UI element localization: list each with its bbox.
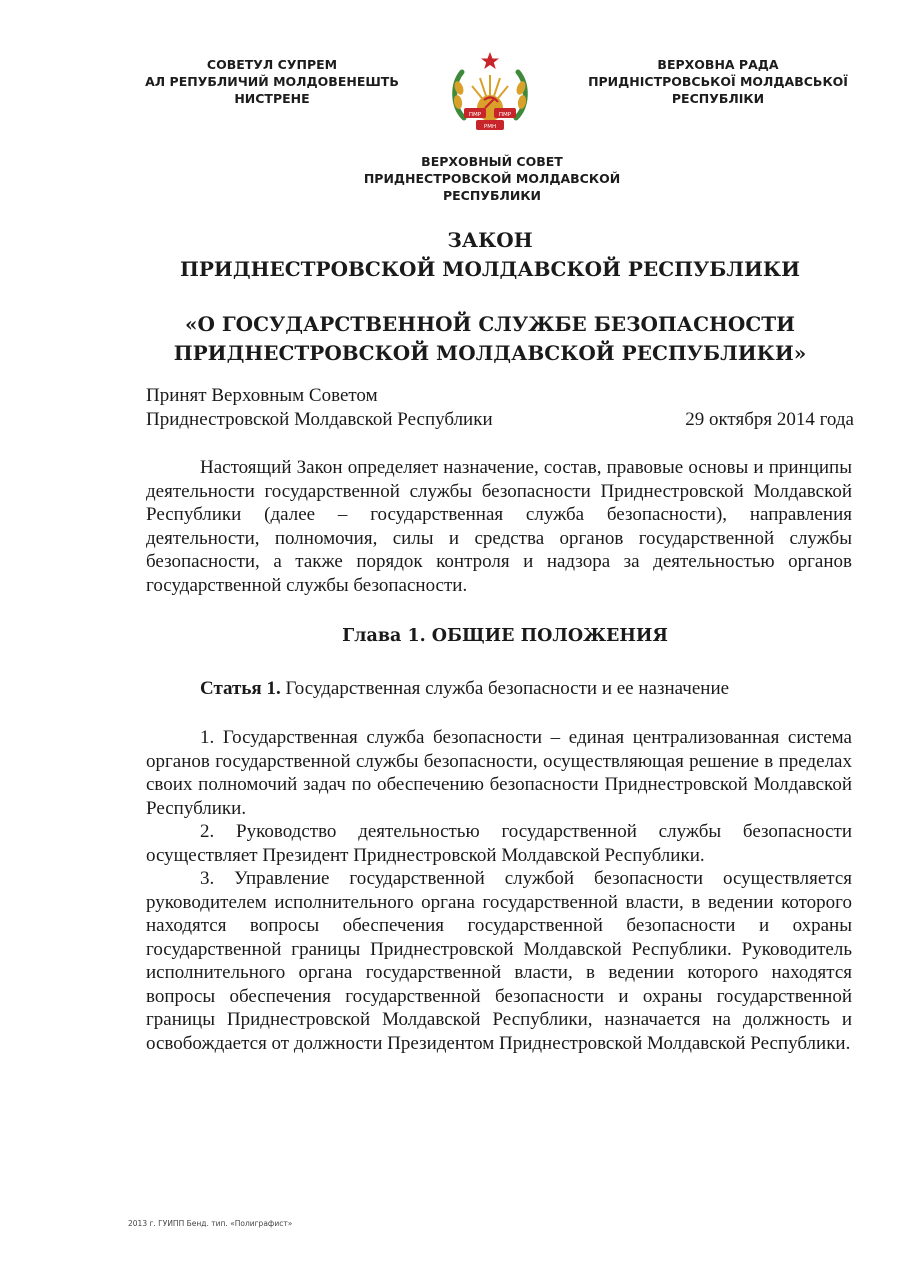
article-heading xyxy=(200,677,729,701)
law-subtitle xyxy=(80,310,900,368)
header-russian-line: ПРИДНЕСТРОВСКОЙ МОЛДАВСКОЙ xyxy=(363,171,621,186)
article-paragraph: 2. Руководство деятельностью государственной службы безопасности осуществляет Президент Приднестровской Молдавской Республики. xyxy=(146,821,852,866)
header-ukrainian-line: ПРИДНІСТРОВСЬКОЇ МОЛДАВСЬКОЇ xyxy=(588,74,848,89)
article-paragraph: 1. Государственная служба безопасности – единая централизованная система органов государственной службы безопасности, осуществляющая решение в пределах своих полномочий задач по обеспечению безопасности Приднестровской Молдавской Республики. xyxy=(146,727,852,819)
header-moldovan xyxy=(132,56,412,107)
header-ukrainian-line: ВЕРХОВНА РАДА xyxy=(657,57,779,72)
header-russian xyxy=(332,153,652,204)
adoption-note xyxy=(146,384,854,431)
state-emblem-icon xyxy=(444,48,536,140)
printer-imprint: 2013 г. ГУИПП Бенд. тип. «Полиграфист» xyxy=(128,1219,293,1228)
law-subtitle-line: «О ГОСУДАРСТВЕННОЙ СЛУЖБЕ БЕЗОПАСНОСТИ xyxy=(184,312,796,336)
header-ukrainian-line: РЕСПУБЛІКИ xyxy=(671,91,765,106)
emblem-ribbon-left-text: ПМР xyxy=(468,112,482,118)
preamble-text: Настоящий Закон определяет назначение, состав, правовые основы и принципы деятельности государственной службы безопасности Приднестровской Молдавской Республики (далее – государственная служба безопасности), направления деятельности, полномочия, силы и средства органов государственной службы безопасности, а также порядок контроля и надзора за деятельностью органов государственной службы безопасности. xyxy=(146,457,852,596)
adoption-date: 29 октября 2014 года xyxy=(685,408,854,430)
header-ukrainian xyxy=(584,56,852,107)
chapter-heading: Глава 1. ОБЩИЕ ПОЛОЖЕНИЯ xyxy=(342,626,668,646)
adoption-line: Принят Верховным Советом xyxy=(146,385,378,406)
article-number: Статья 1. xyxy=(200,678,281,699)
header-moldovan-line: НИСТРЕНЕ xyxy=(234,91,310,106)
law-title-line: ЗАКОН xyxy=(447,228,533,252)
header-moldovan-line: СОВЕТУЛ СУПРЕМ xyxy=(206,57,338,72)
article-title: Государственная служба безопасности и ее назначение xyxy=(280,678,730,699)
law-subtitle-line: ПРИДНЕСТРОВСКОЙ МОЛДАВСКОЙ РЕСПУБЛИКИ» xyxy=(173,341,807,365)
law-title-line: ПРИДНЕСТРОВСКОЙ МОЛДАВСКОЙ РЕСПУБЛИКИ xyxy=(180,257,800,281)
header-moldovan-line: АЛ РЕПУБЛИЧИЙ МОЛДОВЕНЕШТЬ xyxy=(145,74,399,89)
article-paragraph: 3. Управление государственной службой безопасности осуществляется руководителем исполнительного органа государственной власти, в ведении которого находятся вопросы обеспечения государственной безопасности и охраны государственной границы Приднестровской Молдавской Республики. Руководитель исполнительного органа государственной власти, в ведении которого находятся вопросы обеспечения государственной безопасности и охраны государственной границы Приднестровской Молдавской Республики, назначается на должность и освобождается от должности Президентом Приднестровской Молдавской Республики. xyxy=(146,868,852,1054)
law-title xyxy=(80,226,900,284)
adoption-line: Приднестровской Молдавской Республики xyxy=(146,408,493,430)
emblem-ribbon-bottom-text: РМН xyxy=(483,124,497,130)
emblem-ribbon-right-text: ПМР xyxy=(498,112,512,118)
article-body xyxy=(146,726,852,1055)
header-russian-line: ВЕРХОВНЫЙ СОВЕТ xyxy=(421,154,563,169)
header-russian-line: РЕСПУБЛИКИ xyxy=(442,188,542,203)
preamble xyxy=(146,456,852,597)
